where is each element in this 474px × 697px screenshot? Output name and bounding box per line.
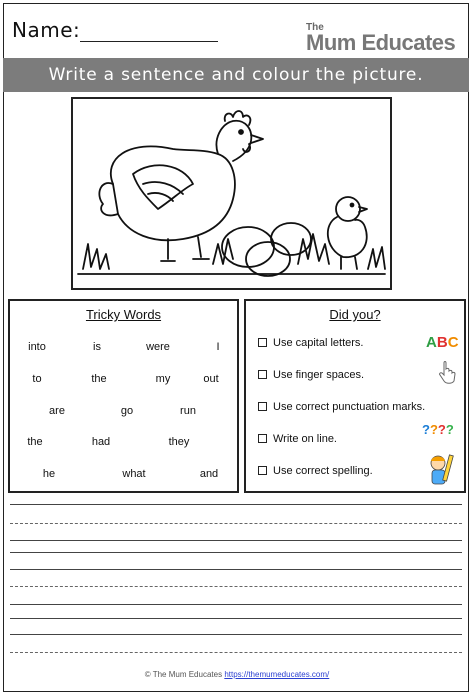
- checklist-item[interactable]: [258, 465, 373, 477]
- writing-line: [10, 618, 462, 619]
- footer-link[interactable]: https://themumeducates.com/: [224, 670, 330, 679]
- checkbox[interactable]: [258, 402, 267, 411]
- tricky-word: he: [42, 468, 56, 480]
- writing-guide-line: [10, 652, 462, 653]
- name-label: Name:: [12, 18, 81, 42]
- tricky-word: out: [203, 373, 219, 385]
- tricky-word: were: [146, 341, 170, 353]
- checklist-item-label: Use correct punctuation marks.: [273, 401, 426, 413]
- checklist-item[interactable]: [258, 433, 337, 445]
- hen-chick-illustration: [73, 99, 390, 288]
- name-write-line[interactable]: [80, 41, 218, 42]
- logo-main-text: Mum Educates: [306, 30, 456, 55]
- writing-line: [10, 569, 462, 570]
- instruction-banner: Write a sentence and colour the picture.: [3, 58, 469, 92]
- abc-icon: [426, 331, 462, 351]
- checklist-item-label: Use correct spelling.: [273, 465, 373, 477]
- writing-line: [10, 604, 462, 605]
- tricky-word: my: [155, 373, 171, 385]
- writing-guide-line: [10, 523, 462, 524]
- tricky-word: into: [28, 341, 46, 353]
- writing-area[interactable]: [10, 496, 462, 656]
- checklist-item[interactable]: [258, 369, 364, 381]
- footer-copyright: © The Mum Educates: [144, 670, 223, 679]
- tricky-words-box: [8, 299, 239, 493]
- tricky-word: are: [49, 405, 65, 417]
- checklist-item-label: Write on line.: [273, 433, 337, 445]
- tricky-word: is: [93, 341, 101, 353]
- tricky-word: what: [122, 468, 146, 480]
- writing-guide-line: [10, 586, 462, 587]
- tricky-word: go: [120, 405, 134, 417]
- tricky-word: I: [216, 341, 220, 353]
- logo-small-text: The: [306, 22, 324, 33]
- pencil-kid-icon: [426, 451, 456, 487]
- writing-line: [10, 552, 462, 553]
- checklist-item[interactable]: [258, 337, 363, 349]
- pointing-hand-icon: [438, 361, 458, 387]
- writing-line: [10, 504, 462, 505]
- checkbox[interactable]: [258, 338, 267, 347]
- tricky-words-title: Tricky Words: [85, 307, 162, 322]
- checkbox[interactable]: [258, 466, 267, 475]
- did-you-checklist-box: [244, 299, 466, 493]
- writing-line: [10, 540, 462, 541]
- tricky-word: the: [91, 373, 107, 385]
- checklist-item-label: Use capital letters.: [273, 337, 364, 349]
- question-marks-icon: [422, 419, 464, 439]
- did-you-title: Did you?: [329, 307, 381, 322]
- svg-text:ABC: ABC: [426, 334, 459, 351]
- tricky-word: and: [199, 468, 219, 480]
- writing-line: [10, 634, 462, 635]
- tricky-word: they: [168, 436, 190, 448]
- checkbox[interactable]: [258, 370, 267, 379]
- tricky-word: to: [32, 373, 42, 385]
- footer: [0, 670, 474, 679]
- colouring-picture: [71, 97, 392, 290]
- tricky-word: had: [91, 436, 111, 448]
- checkbox[interactable]: [258, 434, 267, 443]
- svg-text:????: ????: [422, 422, 454, 437]
- logo: [306, 22, 464, 56]
- tricky-word: run: [180, 405, 196, 417]
- checklist-item[interactable]: [258, 401, 425, 413]
- tricky-word: the: [27, 436, 43, 448]
- checklist-item-label: Use finger spaces.: [273, 369, 365, 381]
